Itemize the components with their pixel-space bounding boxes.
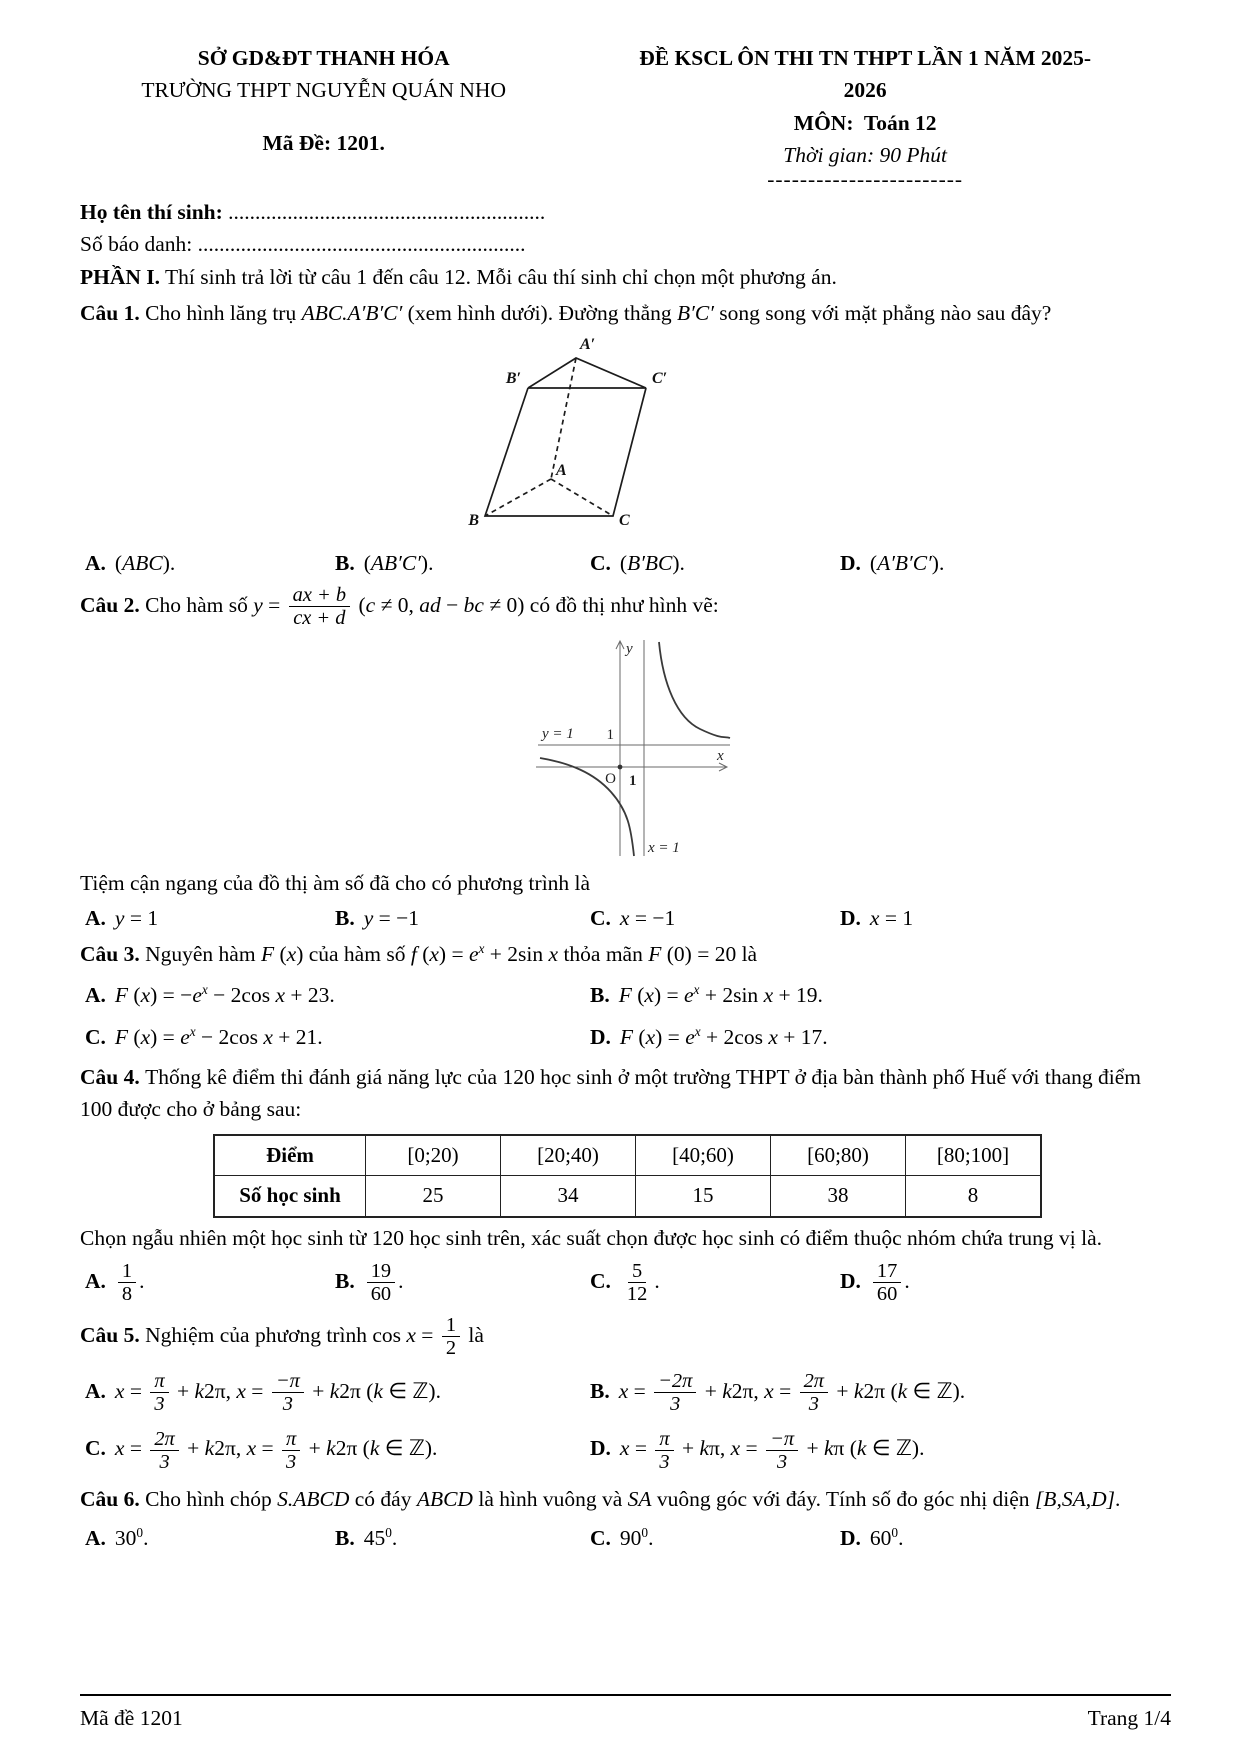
- question-4-stem: [80, 1061, 1163, 1126]
- origin-dot: [618, 764, 623, 769]
- question-3-text: Nguyên hàm F (x) của hàm số f $(x) = e^x + 2\sin$ x thỏa mãn F (0) = 20 là: [139, 941, 758, 967]
- q6-option-d-text: $60^0$.: [869, 1524, 904, 1550]
- question-4-question: Chọn ngẫu nhiên một học sinh từ 120 học sinh trên, xác suất chọn được học sinh có điểm thuộc nhóm chứa trung vị là.: [80, 1225, 1103, 1250]
- q1-option-c-key: C.: [590, 551, 611, 576]
- q6-option-b-key: B.: [335, 1525, 355, 1550]
- student-id-line: [80, 228, 1163, 260]
- y-axis-label: y: [626, 640, 633, 657]
- q3-option-d: [590, 1021, 1163, 1053]
- q6-option-b: [335, 1522, 590, 1554]
- q2-option-b-key: B.: [335, 906, 355, 931]
- q5-option-b-text: x = $\frac{-2\pi}{3}$ + k2π, x = $\frac{2\pi}{3}$ + k2π (k ∈ ℤ).: [618, 1369, 966, 1416]
- student-count-2: 34: [501, 1176, 636, 1217]
- q5-option-d-key: D.: [590, 1436, 611, 1461]
- score-table-header-diem: Điểm: [214, 1135, 366, 1176]
- y-tick-1: 1: [606, 726, 614, 743]
- q4-option-b: [335, 1260, 590, 1306]
- q1-option-a-text: (ABC).: [114, 551, 176, 576]
- q2-option-a: [85, 902, 335, 934]
- question-2-question: Tiệm cận ngang của đồ thị àm số đã cho có phương trình là: [80, 870, 591, 895]
- question-5-stem: [80, 1314, 1163, 1360]
- q1-option-b-key: B.: [335, 551, 355, 576]
- q5-option-c-text: x = $\frac{2\pi}{3}$ + k2π, x = $\frac{\pi}{3}$ + k2π (k ∈ ℤ).: [114, 1427, 438, 1474]
- question-2-label: Câu 2.: [80, 592, 140, 617]
- page-footer: [80, 1694, 1171, 1734]
- q6-option-b-text: $45^0$.: [363, 1524, 398, 1550]
- vertex-label-b-prime: B′: [505, 370, 521, 388]
- q2-option-c: [590, 902, 840, 934]
- question-6-options: [80, 1522, 1163, 1554]
- q1-option-b: [335, 547, 590, 579]
- student-id-label: Số báo danh:: [80, 232, 193, 257]
- question-1-options: [80, 547, 1163, 579]
- q2-option-d: [840, 902, 1163, 934]
- q1-option-a: [85, 547, 335, 579]
- vertex-label-c-prime: C′: [652, 370, 668, 388]
- question-6-label: Câu 6.: [80, 1487, 140, 1512]
- exam-code: Mã Đề: 1201.: [262, 130, 385, 155]
- q3-option-c-key: C.: [85, 1024, 106, 1049]
- q1-option-d-key: D.: [840, 551, 861, 576]
- q6-option-a-text: $30^0$.: [114, 1524, 149, 1550]
- q3-option-c-text: F $(x) = e^x - 2\cos$ x + 21.: [114, 1023, 323, 1049]
- question-3: [80, 938, 1163, 1053]
- q3-option-b-text: F $(x) = e^x + 2\sin$ x + 19.: [618, 981, 823, 1007]
- question-1-text: Cho hình lăng trụ ABC.A′B′C′ (xem hình dưới). Đường thẳng B′C′ song song với mặt phẳng nào sau đây?: [139, 300, 1052, 325]
- q2-option-c-text: x = −1: [619, 906, 676, 931]
- q4-option-a-text: $\frac{1}{8}$ .: [115, 1269, 145, 1293]
- score-interval-4: [60;80): [771, 1135, 906, 1176]
- q1-option-c-text: (B′BC).: [619, 551, 685, 576]
- question-2: [80, 584, 1163, 935]
- q4-option-a: [85, 1260, 335, 1306]
- question-2-options: [80, 902, 1163, 934]
- score-interval-1: [0;20): [366, 1135, 501, 1176]
- hyperbola-graph: [478, 632, 738, 858]
- vertex-label-c: C: [619, 512, 630, 530]
- q5-option-a: [85, 1370, 590, 1416]
- score-interval-3: [40;60): [636, 1135, 771, 1176]
- question-3-options-row2: [80, 1021, 1163, 1053]
- q4-option-b-text: $\frac{19}{60}$ .: [364, 1269, 404, 1293]
- prism-figure-wrap: [463, 333, 1163, 544]
- q3-option-a: [85, 979, 590, 1011]
- q3-option-c: [85, 1021, 590, 1053]
- part1-text: Thí sinh trả lời từ câu 1 đến câu 12. Mỗi câu thí sinh chỉ chọn một phương án.: [160, 264, 837, 289]
- question-6-text: Cho hình chóp S.ABCD có đáy ABCD là hình vuông và SA vuông góc với đáy. Tính số đo góc nhị diện [B,SA,D].: [139, 1487, 1121, 1512]
- q5-option-c: [85, 1428, 590, 1474]
- question-5-options-row2: [80, 1428, 1163, 1474]
- question-6-stem: [80, 1483, 1163, 1515]
- question-2-stem: [80, 584, 1163, 630]
- question-5-text: Nghiệm của phương trình cos x = $\frac{1}{2}$ là: [139, 1313, 484, 1360]
- q2-option-a-key: A.: [85, 906, 106, 931]
- score-interval-5: [80;100]: [906, 1135, 1042, 1176]
- q4-option-c-text: $\frac{5}{12}$ .: [626, 1259, 660, 1306]
- q4-option-d-key: D.: [840, 1268, 861, 1293]
- q3-option-d-key: D.: [590, 1024, 611, 1049]
- header: [80, 42, 1163, 191]
- q5-option-b-key: B.: [590, 1378, 610, 1403]
- q2-option-a-text: y = 1: [114, 906, 159, 931]
- q1-option-b-text: (AB′C′).: [363, 551, 434, 576]
- exam-title-line1: ĐỀ KSCL ÔN THI TN THPT LẦN 1 NĂM 2025-: [639, 46, 1092, 70]
- question-2-text: Cho hàm số y = $\frac{ax + b}{cx + d}$ (c ≠ 0, ad − bc ≠ 0) có đồ thị như hình vẽ:: [139, 583, 719, 630]
- q1-option-d: [840, 547, 1163, 579]
- question-6: [80, 1483, 1163, 1554]
- q4-option-c-key: C.: [590, 1268, 611, 1293]
- q2-option-b-text: y = −1: [363, 906, 420, 931]
- hyperbola-right-branch: [659, 642, 730, 738]
- question-4-options: [80, 1260, 1163, 1306]
- question-3-stem: [80, 938, 1163, 970]
- question-1: [80, 297, 1163, 580]
- q6-option-a-key: A.: [85, 1525, 106, 1550]
- q5-option-a-text: x = $\frac{\pi}{3}$ + k2π, x = $\frac{-\pi}{3}$ + k2π (k ∈ ℤ).: [114, 1369, 441, 1416]
- header-left: [80, 42, 567, 188]
- q6-option-c-key: C.: [590, 1525, 611, 1550]
- question-5-options-row1: [80, 1370, 1163, 1416]
- question-5-label: Câu 5.: [80, 1322, 140, 1347]
- prism-figure: [463, 333, 713, 535]
- score-interval-2: [20;40): [501, 1135, 636, 1176]
- hyperbola-graph-wrap: [478, 632, 1163, 867]
- student-count-5: 8: [906, 1176, 1042, 1217]
- q5-option-d-text: x = $\frac{\pi}{3}$ + kπ, x = $\frac{-\pi}{3}$ + kπ (k ∈ ℤ).: [619, 1427, 925, 1474]
- prism-hidden-edge-ac: [551, 479, 613, 516]
- score-table-row-label: Số học sinh: [214, 1176, 366, 1217]
- student-count-1: 25: [366, 1176, 501, 1217]
- q6-option-d: [840, 1522, 1163, 1554]
- prism-front-edges: [485, 388, 646, 516]
- prism-hidden-edge-aa: [551, 358, 576, 479]
- h-asymptote-label: y = 1: [542, 725, 574, 742]
- part1-heading: [80, 261, 1163, 293]
- dashed-divider: ------------------------: [767, 167, 964, 191]
- origin-label: O: [605, 770, 616, 787]
- question-3-options-row1: [80, 979, 1163, 1011]
- q6-option-a: [85, 1522, 335, 1554]
- question-1-stem: [80, 297, 1163, 329]
- q1-option-d-text: (A′B′C′).: [869, 551, 945, 576]
- q1-option-c: [590, 547, 840, 579]
- score-table-header-row: [214, 1135, 1041, 1176]
- q4-option-b-key: B.: [335, 1268, 355, 1293]
- q2-option-b: [335, 902, 590, 934]
- question-4: [80, 1061, 1163, 1306]
- student-name-line: [80, 196, 1163, 228]
- q3-option-b-key: B.: [590, 982, 610, 1007]
- question-1-label: Câu 1.: [80, 300, 140, 325]
- score-table: [213, 1134, 1042, 1218]
- score-table-value-row: [214, 1176, 1041, 1217]
- q3-option-a-key: A.: [85, 982, 106, 1007]
- student-name-dots: ...........................................................: [222, 200, 546, 225]
- q3-option-d-text: F $(x) = e^x + 2\cos$ x + 17.: [619, 1023, 828, 1049]
- prism-top-face: [528, 358, 646, 388]
- footer-page-number: Trang 1/4: [1087, 1706, 1171, 1730]
- q4-option-a-key: A.: [85, 1268, 106, 1293]
- student-count-3: 15: [636, 1176, 771, 1217]
- q5-option-d: [590, 1428, 1163, 1474]
- q5-option-b: [590, 1370, 1163, 1416]
- x-axis-label: x: [717, 747, 724, 764]
- school-department: SỞ GD&ĐT THANH HÓA: [197, 46, 450, 70]
- v-asymptote-label: x = 1: [648, 839, 680, 856]
- q2-option-c-key: C.: [590, 906, 611, 931]
- q5-option-c-key: C.: [85, 1436, 106, 1461]
- q4-option-d-text: $\frac{17}{60}$ .: [870, 1269, 910, 1293]
- q4-option-c: [590, 1260, 840, 1306]
- header-right: [567, 42, 1163, 191]
- exam-title-line2: 2026: [843, 78, 887, 103]
- q6-option-c: [590, 1522, 840, 1554]
- q2-option-d-text: x = 1: [869, 906, 914, 931]
- q5-option-a-key: A.: [85, 1378, 106, 1403]
- question-3-label: Câu 3.: [80, 942, 140, 967]
- q2-option-d-key: D.: [840, 906, 861, 931]
- exam-duration: Thời gian: 90 Phút: [783, 142, 948, 167]
- student-name-label: Họ tên thí sinh:: [80, 200, 223, 225]
- question-5: [80, 1314, 1163, 1474]
- exam-subject: MÔN: Toán 12: [793, 110, 937, 135]
- school-name: TRƯỜNG THPT NGUYỄN QUÁN NHO: [141, 78, 506, 103]
- q1-option-a-key: A.: [85, 551, 106, 576]
- question-4-label: Câu 4.: [80, 1065, 140, 1090]
- vertex-label-b: B: [468, 512, 479, 530]
- question-4-text: Thống kê điểm thi đánh giá năng lực của 120 học sinh ở một trường THPT ở địa bàn thành phố Huế với thang điểm 100 được cho ở bảng sau:: [80, 1065, 1142, 1122]
- x-tick-1: 1: [629, 772, 637, 789]
- q4-option-d: [840, 1260, 1163, 1306]
- vertex-label-a: A: [556, 462, 567, 480]
- student-id-dots: .............................................................: [192, 232, 526, 257]
- q6-option-d-key: D.: [840, 1525, 861, 1550]
- student-count-4: 38: [771, 1176, 906, 1217]
- footer-exam-code: Mã đề 1201: [80, 1706, 183, 1730]
- vertex-label-a-prime: A′: [580, 336, 596, 354]
- q3-option-a-text: F $(x) = -e^x - 2\cos$ x + 23.: [114, 981, 335, 1007]
- part1-label: PHẦN I.: [80, 264, 161, 289]
- q6-option-c-text: $90^0$.: [619, 1524, 654, 1550]
- q3-option-b: [590, 979, 1163, 1011]
